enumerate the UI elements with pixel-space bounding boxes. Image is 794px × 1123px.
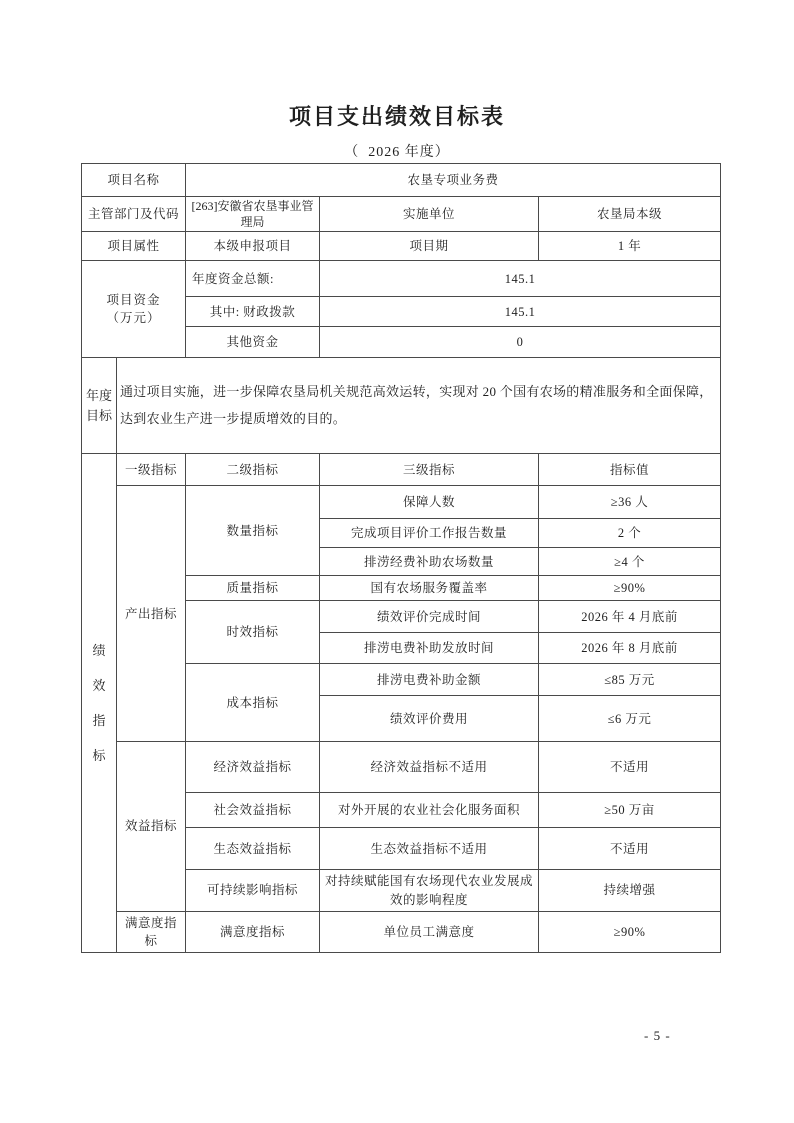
dept-label: 主管部门及代码: [82, 197, 186, 232]
level2-satisfaction: 满意度指标: [186, 911, 320, 952]
annual-goal-text: 通过项目实施，进一步保障农垦局机关规范高效运转，实现对 20 个国有农场的精准服务和全面保障，达到农业生产进一步提质增效的目的。: [117, 358, 721, 454]
header-level2: 二级指标: [186, 454, 320, 486]
level1-satisfaction: 满意度指标: [117, 911, 186, 952]
annual-goal-label-text: 年度目标: [85, 387, 112, 423]
row-annual-goal: [82, 358, 721, 454]
row-indicator-header: [82, 454, 721, 486]
page-number: - 5 -: [644, 1028, 671, 1043]
value-cell: ≥90%: [539, 576, 721, 601]
level2-social: 社会效益指标: [186, 793, 320, 828]
value-cell: 2026 年 8 月底前: [539, 633, 721, 664]
level3-cell: 对外开展的农业社会化服务面积: [320, 793, 539, 828]
funding-total-value: 145.1: [320, 261, 721, 297]
attribute-value: 本级申报项目: [186, 232, 320, 261]
level2-quality: 质量指标: [186, 576, 320, 601]
performance-target-table: [81, 163, 721, 953]
level3-cell: 排涝电费补助金额: [320, 664, 539, 696]
funding-fiscal-label: 其中: 财政拨款: [186, 297, 320, 327]
level3-cell: 生态效益指标不适用: [320, 828, 539, 870]
funding-other-value: 0: [320, 327, 721, 358]
row-department: [82, 197, 721, 232]
indicator-row: [82, 486, 721, 519]
value-cell: ≥90%: [539, 911, 721, 952]
level2-economic: 经济效益指标: [186, 742, 320, 793]
funding-label-text: 项目资金（万元）: [106, 292, 161, 326]
row-project-name: [82, 164, 721, 197]
page-title: 项目支出绩效目标表: [288, 104, 505, 129]
performance-section-label: [82, 454, 117, 953]
indicator-row: [82, 742, 721, 793]
level3-cell: 保障人数: [320, 486, 539, 519]
dept-value: [263]安徽省农垦事业管理局: [186, 197, 320, 232]
level3-cell: 对持续赋能国有农场现代农业发展成效的影响程度: [320, 870, 539, 911]
page-subtitle: （ 2026 年度）: [344, 145, 450, 160]
impl-unit-label: 实施单位: [320, 197, 539, 232]
level2-sustainable: 可持续影响指标: [186, 870, 320, 911]
level3-cell: 绩效评价费用: [320, 696, 539, 742]
level3-cell: 完成项目评价工作报告数量: [320, 519, 539, 548]
funding-fiscal-value: 145.1: [320, 297, 721, 327]
level3-cell: 排涝经费补助农场数量: [320, 548, 539, 576]
value-cell: ≥36 人: [539, 486, 721, 519]
level3-cell: 单位员工满意度: [320, 911, 539, 952]
value-cell: ≥50 万亩: [539, 793, 721, 828]
value-cell: 不适用: [539, 828, 721, 870]
level3-cell: 经济效益指标不适用: [320, 742, 539, 793]
level2-timeliness: 时效指标: [186, 601, 320, 664]
funding-total-label: 年度资金总额:: [186, 261, 320, 297]
value-cell: ≥4 个: [539, 548, 721, 576]
project-name-label: 项目名称: [82, 164, 186, 197]
level2-cost: 成本指标: [186, 664, 320, 742]
value-cell: 持续增强: [539, 870, 721, 911]
value-cell: 2 个: [539, 519, 721, 548]
level3-cell: 绩效评价完成时间: [320, 601, 539, 633]
value-cell: 2026 年 4 月底前: [539, 601, 721, 633]
attribute-label: 项目属性: [82, 232, 186, 261]
value-cell: 不适用: [539, 742, 721, 793]
level3-cell: 排涝电费补助发放时间: [320, 633, 539, 664]
level3-cell: 国有农场服务覆盖率: [320, 576, 539, 601]
impl-unit-value: 农垦局本级: [539, 197, 721, 232]
period-label: 项目期: [320, 232, 539, 261]
level1-benefit: 效益指标: [117, 742, 186, 911]
funding-other-label: 其他资金: [186, 327, 320, 358]
value-cell: ≤85 万元: [539, 664, 721, 696]
header-level3: 三级指标: [320, 454, 539, 486]
performance-section-label-text: 绩效指标: [92, 642, 106, 764]
project-name-value: 农垦专项业务费: [186, 164, 721, 197]
funding-label: [82, 261, 186, 358]
value-cell: ≤6 万元: [539, 696, 721, 742]
period-value: 1 年: [539, 232, 721, 261]
header-value: 指标值: [539, 454, 721, 486]
header-level1: 一级指标: [117, 454, 186, 486]
level2-quantity: 数量指标: [186, 486, 320, 576]
row-attribute: [82, 232, 721, 261]
level1-output: 产出指标: [117, 486, 186, 742]
row-funding-total: [82, 261, 721, 297]
annual-goal-label: [82, 358, 117, 454]
level2-ecological: 生态效益指标: [186, 828, 320, 870]
indicator-row: [82, 911, 721, 952]
